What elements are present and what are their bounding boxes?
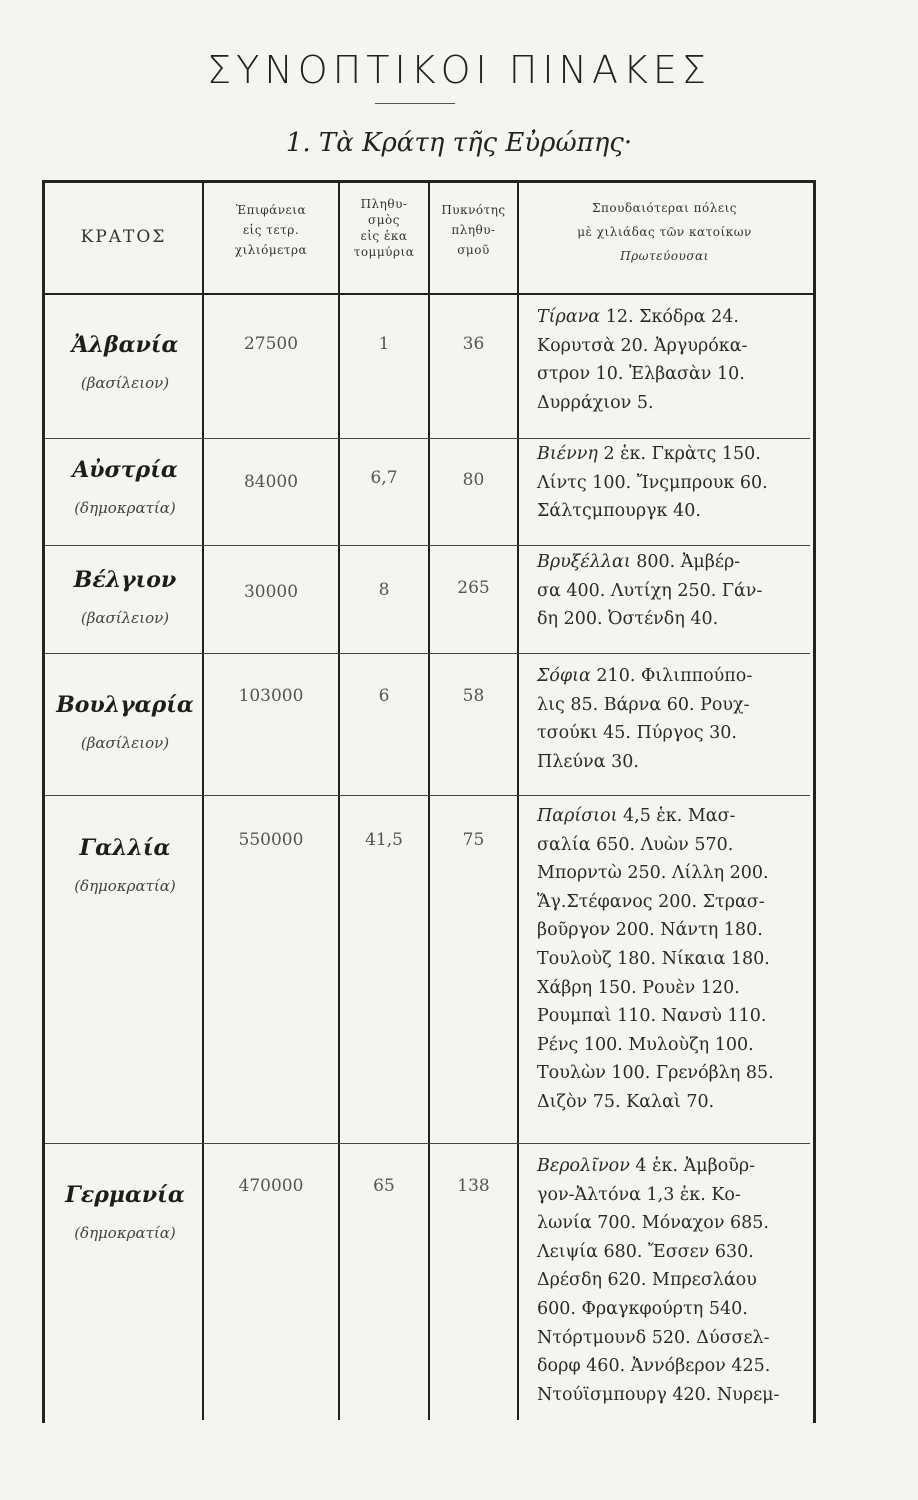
column-divider <box>428 183 430 1420</box>
state-name: Βέλγιον <box>73 567 177 593</box>
state-name: Γαλλία <box>79 835 171 861</box>
state-cell <box>45 330 205 396</box>
cities-cell: Παρίσιοι 4,5 ἑκ. Μασ- σαλία 650. Λυὼν 570. Μπορντὼ 250. Λίλλη 200. Ἅγ.Στέφανος 200. Στρασ- βοῦργον 200. Νάντη 180. Τουλοὺζ 180. Νίκαια 180. Χάβρη 150. Ρουὲν 120. Ρουμπαὶ 110. Νανσὺ 110. Ρένς 100. Μυλοὺζη 100. Τουλὼν 100. Γρενόβλη 85. Διζὸν 75. Καλαὶ 70. <box>537 806 774 1112</box>
header-population: Πληθυ- σμὸς εἰς ἑκα τομμύρια <box>353 197 415 259</box>
density-value: 138 <box>457 1176 490 1196</box>
state-name: Ἀλβανία <box>71 332 179 358</box>
state-name: Αὐστρία <box>72 457 178 483</box>
area-value: 27500 <box>243 334 299 354</box>
row-divider <box>45 1143 810 1144</box>
state-government: (δημοκρατία) <box>74 877 176 895</box>
cities-cell: Βιέννη 2 ἑκ. Γκρὰτς 150. Λίντς 100. Ἴνςμπρουκ 60. Σάλτςμπουργκ 40. <box>537 444 768 522</box>
header-cities: Σπουδαιότεραι πόλεις μὲ χιλιάδας τῶν κατοίκων Πρωτεύουσαι <box>577 201 752 263</box>
density-value: 265 <box>457 578 490 598</box>
capital: Βερολῖνον <box>537 1156 630 1176</box>
cities-cell: Τίρανα 12. Σκόδρα 24. Κορυτσὰ 20. Ἀργυρόκα- στρον 10. Ἐλβασὰν 10. Δυρράχιον 5. <box>537 307 748 413</box>
population-value: 8 <box>378 580 390 600</box>
row-divider <box>45 795 810 796</box>
state-government: (βασίλειον) <box>80 609 170 627</box>
title-divider <box>375 103 455 104</box>
row-divider <box>45 438 810 439</box>
cities-cell: Σόφια 210. Φιλιππούπο- λις 85. Βάρνα 60. Ρουχ- τσούκι 45. Πύργος 30. Πλεύνα 30. <box>537 666 753 772</box>
row-divider <box>45 653 810 654</box>
page-subtitle: 1. Τὰ Κράτη τῆς Εὐρώπης· <box>285 128 633 158</box>
state-cell <box>45 455 205 521</box>
density-value: 58 <box>462 686 485 706</box>
area-value: 550000 <box>238 830 304 850</box>
population-value: 41,5 <box>365 830 403 850</box>
density-value: 36 <box>462 334 485 354</box>
header-state: ΚΡΑΤΟΣ <box>80 227 167 247</box>
state-name: Γερμανία <box>65 1182 185 1208</box>
population-value: 6 <box>378 686 390 706</box>
header-area: Ἐπιφάνεια εἰς τετρ. χιλιόμετρα <box>234 203 308 257</box>
capital: Σόφια <box>537 666 591 686</box>
header-density: Πυκνότης πληθυ- σμοῦ <box>441 203 506 257</box>
density-value: 75 <box>462 830 485 850</box>
area-value: 470000 <box>238 1176 304 1196</box>
area-value: 103000 <box>238 686 304 706</box>
header-rule <box>42 293 813 295</box>
capital: Παρίσιοι <box>537 806 618 826</box>
state-government: (δημοκρατία) <box>74 1224 176 1242</box>
capital: Βιέννη <box>537 444 598 464</box>
population-value: 1 <box>378 334 390 354</box>
state-cell <box>45 833 205 899</box>
capital: Βρυξέλλαι <box>537 552 631 572</box>
cities-cell: Βερολῖνον 4 ἑκ. Ἀμβοῦρ- γον-Ἀλτόνα 1,3 ἑκ. Κο- λωνία 700. Μόναχον 685. Λειψία 680. Ἔσσεν 630. Δρέσδη 620. Μπρεσλάου 600. Φραγκφούρτη 540. Ντόρτμουνδ 520. Δύσσελ- δορφ 460. Ἀννόβερον 425. Ντούϊσμπουργ 420. Νυρεμ- <box>537 1156 780 1405</box>
state-cell <box>45 690 205 756</box>
state-name: Βουλγαρία <box>56 692 194 718</box>
column-divider <box>517 183 519 1420</box>
capital: Τίρανα <box>537 307 601 327</box>
area-value: 84000 <box>243 472 299 492</box>
state-cell <box>45 565 205 631</box>
area-value: 30000 <box>243 582 299 602</box>
state-government: (δημοκρατία) <box>74 499 176 517</box>
density-value: 80 <box>462 470 485 490</box>
population-value: 65 <box>373 1176 395 1196</box>
column-divider <box>338 183 340 1420</box>
state-cell <box>45 1180 205 1246</box>
population-value: 6,7 <box>370 468 398 488</box>
state-government: (βασίλειον) <box>80 734 170 752</box>
state-government: (βασίλειον) <box>80 374 170 392</box>
cities-cell: Βρυξέλλαι 800. Ἀμβέρ- σα 400. Λυτίχη 250. Γάν- δη 200. Ὀστένδη 40. <box>537 552 763 630</box>
row-divider <box>45 545 810 546</box>
page-title: ΣΥΝΟΠΤΙΚΟΙ ΠΙΝΑΚΕΣ <box>207 48 711 92</box>
